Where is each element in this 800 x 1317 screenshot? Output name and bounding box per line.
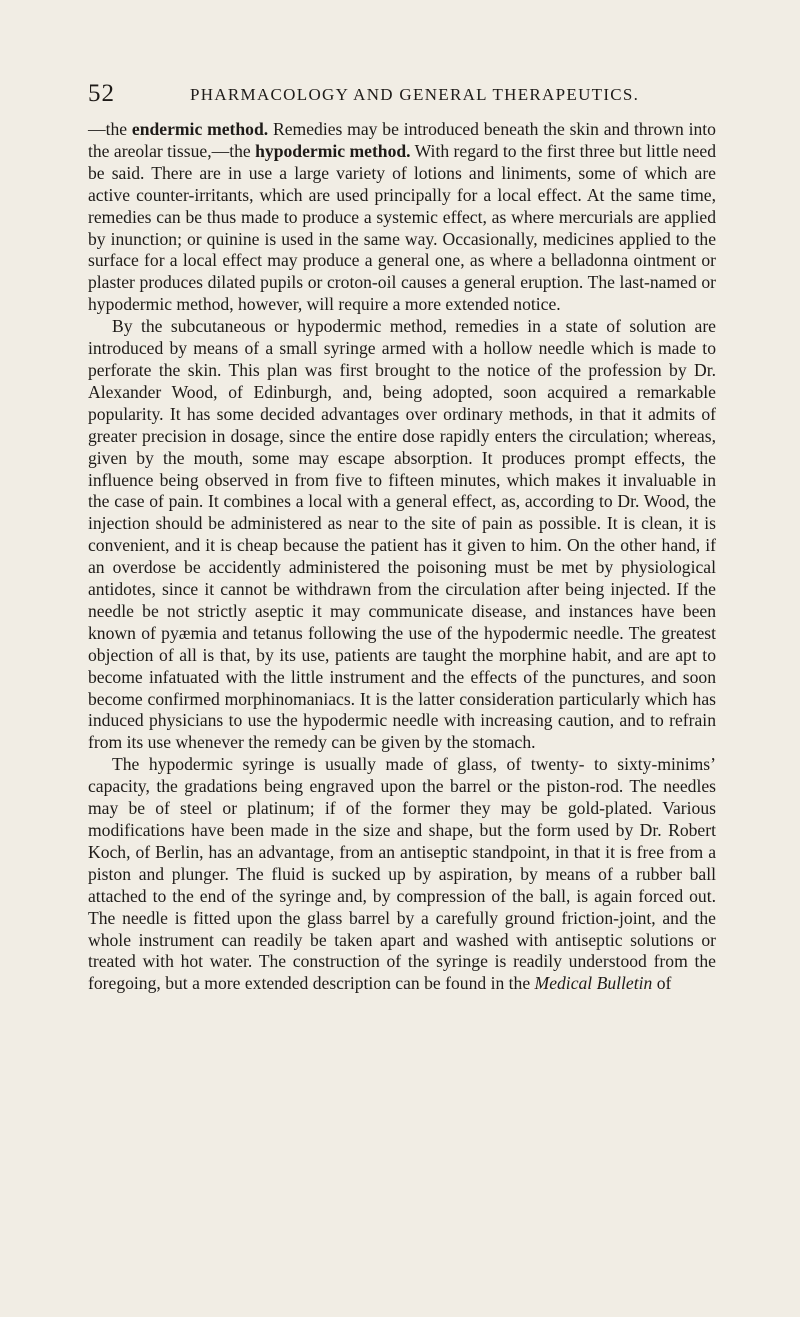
text-run: —the — [88, 119, 132, 139]
publication-title: Medical Bulletin — [534, 973, 653, 994]
term-hypodermic-method: hypodermic method. — [255, 140, 411, 161]
text-run: The hypodermic syringe is usually made of glass, of twenty- to sixty-minims’ capacity, the gradations being engraved upon the barrel or the piston-rod. The needles may be of steel or platinum; if of the former they may be gold-plated. Various modifications have been made in the size and shape, but the form used by Dr. Robert Koch, of Berlin, has an advantage, from an antiseptic standpoint, in that it is free from a piston and plunger. The fluid is sucked up by aspiration, by means of a rubber ball attached to the end of the syringe and, by compression of the ball, is again forced out. The needle is fitted upon the glass barrel by a carefully ground friction-joint, and the whole instrument can readily be taken apart and washed with antiseptic solutions or treated with hot water. The construction of the syringe is readily understood from the foregoing, but a more extended description can be found in the — [88, 754, 716, 994]
text-run: of — [652, 973, 672, 994]
body-text — [88, 119, 716, 995]
paragraph-endermic-hypodermic — [88, 119, 716, 316]
text-run: Remedies may be introduced beneath the skin and thrown into the areolar tissue,—the — [88, 119, 716, 161]
running-title: PHARMACOLOGY AND GENERAL THERAPEUTICS. — [190, 85, 640, 104]
paragraph-subcutaneous-method: By the subcutaneous or hypodermic method, remedies in a state of solution are introduced by means of a small syringe armed with a hollow needle which is made to perforate the skin. This plan was first brought to the notice of the profession by Dr. Alexander Wood, of Edinburgh, and, being adopted, soon acquired a remarkable popularity. It has some decided advantages over ordinary methods, in that it admits of greater precision in dosage, since the entire dose rapidly enters the circulation; whereas, given by the mouth, some may escape absorption. It produces prompt effects, the influence being observed in from five to fifteen minutes, which makes it invaluable in the case of pain. It combines a local with a general effect, as, according to Dr. Wood, the injection should be administered as near to the site of pain as possible. It is clean, it is convenient, and it is cheap because the patient has it given to him. On the other hand, if an overdose be accidently administered the poisoning must be met by physiological antidotes, since it cannot be withdrawn from the circulation after being injected. If the needle be not strictly aseptic it may communicate disease, and instances have been known of pyæmia and tetanus following the use of the hypodermic needle. The greatest objection of all is that, by its use, patients are taught the morphine habit, and are apt to become infatuated with the little instrument and the effects of the punctures, and soon become confirmed morphinomaniacs. It is the latter consideration particularly which has induced physicians to use the hypodermic needle with increasing caution, and to refrain from its use whenever the remedy can be given by the stomach. — [88, 316, 716, 753]
text-run: With regard to the first three but little need be said. There are in use a large variety of lotions and liniments, some of which are active counter-irritants, which are used principally for a local effect. At the same time, remedies can be thus made to produce a systemic effect, as where mercurials are applied by inunction; or quinine is used in the same way. Occasionally, medicines applied to the surface for a local effect may produce a general one, as where a belladonna ointment or plaster produces dilated pupils or croton-oil causes a general eruption. The last-named or hypodermic method, however, will require a more extended notice. — [88, 140, 716, 315]
page-number: 52 — [88, 80, 115, 107]
term-endermic-method: endermic method. — [131, 119, 269, 139]
page-header — [88, 80, 718, 110]
paragraph-hypodermic-syringe — [88, 754, 716, 995]
